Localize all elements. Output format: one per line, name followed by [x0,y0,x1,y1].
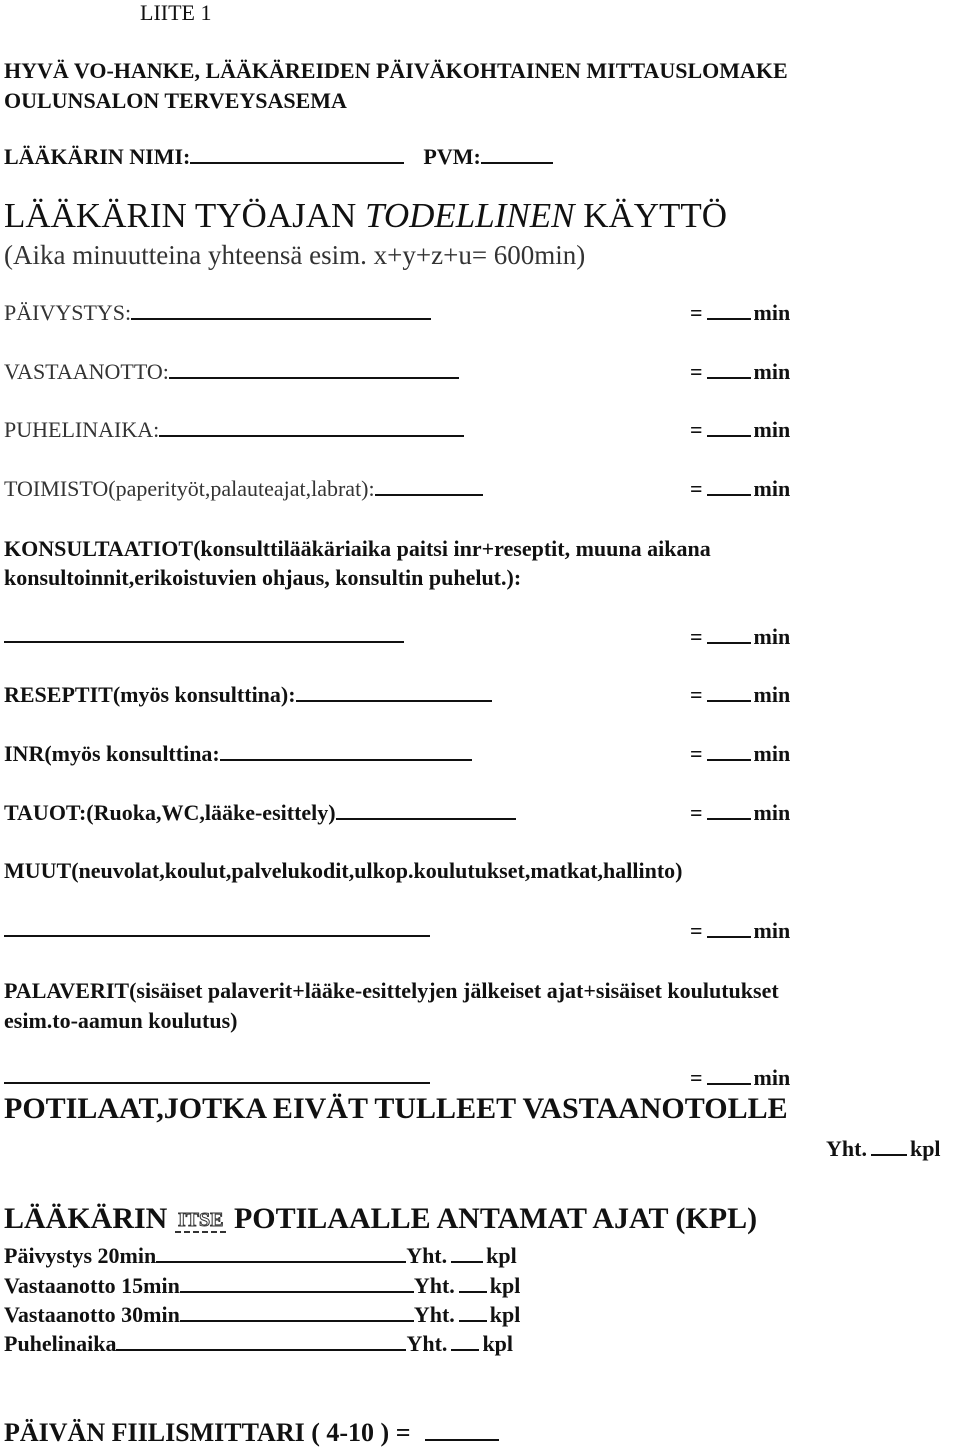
booked-item-label: Päivystys 20min [4,1243,157,1268]
row-konsultaatiot-label-line1: KONSULTAATIOT(konsulttilääkäriaika paitsi inr+reseptit, muuna aikana [4,536,711,561]
attachment-label: LIITE 1 [140,0,212,25]
row-puhelinaika-minutes: = min [690,417,791,442]
no-show-title: POTILAAT,JOTKA EIVÄT TULLEET VASTAANOTOLLE [4,1092,788,1125]
row-reseptit-minutes: = min [690,682,791,707]
row-puhelinaika-label: PUHELINAIKA: [4,417,160,442]
row-inr-field[interactable] [220,758,472,761]
booked-yht-label: Yht. [406,1243,448,1268]
row-inr [4,741,472,767]
row-muut-minutes: = min [690,918,791,943]
section-title-emphasis: TODELLINEN [365,196,575,235]
no-show-count-field[interactable] [871,1153,907,1156]
row-puhelinaika-field[interactable] [159,434,464,437]
booked-count-field[interactable] [451,1348,479,1351]
booked-kpl-label: kpl [486,1243,517,1268]
booked-item-field[interactable] [180,1319,414,1322]
booked-kpl-label: kpl [482,1331,514,1356]
mood-meter-row [4,1418,499,1448]
section-title-part2: KÄYTTÖ [574,196,728,235]
row-paivystys-field[interactable] [131,317,431,320]
booked-item-label: Vastaanotto 15min [4,1273,180,1298]
row-tauot-minutes: = min [690,800,791,825]
mood-meter-label: PÄIVÄN FIILISMITTARI ( 4-10 ) = [4,1418,411,1447]
row-reseptit-field[interactable] [296,699,492,702]
booked-item [4,1331,513,1357]
booked-yht-label: Yht. [406,1331,448,1356]
row-tauot-label: TAUOT:(Ruoka,WC,lääke-esittely) [4,800,336,825]
row-konsultaatiot [4,534,711,592]
booked-item-label: Puhelinaika [4,1331,117,1356]
booked-count-field[interactable] [451,1260,483,1263]
booked-item [4,1243,517,1269]
row-vastaanotto-field[interactable] [169,376,459,379]
row-inr-minutes-field[interactable] [707,758,751,761]
row-muut-field[interactable] [4,934,430,937]
no-show-yht-label: Yht. [826,1136,867,1161]
row-toimisto-field[interactable] [375,493,483,496]
row-toimisto-minutes-field[interactable] [707,493,751,496]
row-tauot-field[interactable] [336,817,516,820]
row-puhelinaika-minutes-field[interactable] [707,434,751,437]
row-muut-field-wrap [4,918,430,943]
doctor-name-field[interactable] [190,161,404,164]
booked-count-field[interactable] [459,1290,487,1293]
booked-item-field[interactable] [156,1260,406,1263]
row-palaverit-minutes: = min [690,1065,791,1090]
row-palaverit-minutes-field[interactable] [707,1082,751,1085]
row-vastaanotto-minutes: = min [690,359,791,384]
doctor-name-label: LÄÄKÄRIN NIMI: [4,144,191,169]
row-tauot-minutes-field[interactable] [707,817,751,820]
booked-kpl-label: kpl [489,1302,521,1327]
booked-item [4,1302,520,1328]
row-paivystys-minutes: = min [690,300,791,325]
date-label: PVM: [423,144,481,169]
row-inr-minutes: = min [690,741,791,766]
date-field[interactable] [481,161,553,164]
section-title [4,196,727,236]
row-palaverit-field[interactable] [4,1081,430,1084]
row-muut-label: MUUT(neuvolat,koulut,palvelukodit,ulkop.koulutukset,matkat,hallinto) [4,858,683,883]
mood-meter-field[interactable] [425,1438,499,1441]
row-vastaanotto-label: VASTAANOTTO: [4,359,169,384]
row-vastaanotto [4,359,459,385]
booked-kpl-label: kpl [489,1273,521,1298]
name-date-row [4,144,553,170]
row-paivystys-minutes-field[interactable] [707,317,751,320]
no-show-kpl-label: kpl [909,1136,941,1161]
row-palaverit [4,976,779,1036]
row-reseptit-label: RESEPTIT(myös konsulttina): [4,682,296,707]
row-toimisto-label: TOIMISTO(paperityöt,palauteajat,labrat): [4,476,375,501]
row-paivystys-label: PÄIVYSTYS: [4,300,132,325]
row-reseptit [4,682,492,708]
booked-yht-label: Yht. [413,1302,455,1327]
booked-title [4,1202,757,1236]
section-subtitle: (Aika minuutteina yhteensä esim. x+y+z+u= 600min) [4,240,586,270]
row-palaverit-label-line1: PALAVERIT(sisäiset palaverit+lääke-esittelyjen jälkeiset ajat+sisäiset koulutukset [4,978,779,1003]
row-inr-label: INR(myös konsulttina: [4,741,220,766]
row-reseptit-minutes-field[interactable] [707,699,751,702]
row-konsultaatiot-minutes: = min [690,624,791,649]
section-title-part1: LÄÄKÄRIN TYÖAJAN [4,196,366,235]
booked-title-part2: POTILAALLE ANTAMAT AJAT (KPL) [226,1202,758,1235]
booked-item [4,1273,520,1299]
row-paivystys [4,300,431,326]
row-konsultaatiot-field[interactable] [4,640,404,643]
row-palaverit-field-wrap [4,1065,430,1090]
itse-emphasis: ITSE [175,1209,227,1233]
row-muut-minutes-field[interactable] [707,935,751,938]
form-title-line1: HYVÄ VO-HANKE, LÄÄKÄREIDEN PÄIVÄKOHTAINEN MITTAUSLOMAKE [4,58,788,83]
booked-title-part1: LÄÄKÄRIN [4,1202,175,1235]
form-title [4,56,788,116]
row-konsultaatiot-label-line2: konsultoinnit,erikoistuvien ohjaus, konsultin puhelut.): [4,565,522,590]
row-konsultaatiot-minutes-field[interactable] [707,641,751,644]
booked-yht-label: Yht. [413,1273,455,1298]
row-konsultaatiot-field-wrap [4,624,404,649]
booked-item-field[interactable] [116,1348,406,1351]
booked-item-field[interactable] [180,1290,414,1293]
booked-item-label: Vastaanotto 30min [4,1302,180,1327]
row-vastaanotto-minutes-field[interactable] [707,376,751,379]
row-palaverit-label-line2: esim.to-aamun koulutus) [4,1008,238,1033]
row-toimisto [4,476,483,502]
row-puhelinaika [4,417,464,443]
form-title-line2: OULUNSALON TERVEYSASEMA [4,88,347,113]
row-tauot [4,800,516,826]
booked-count-field[interactable] [459,1319,487,1322]
no-show-count [826,1136,941,1162]
row-toimisto-minutes: = min [690,476,791,501]
